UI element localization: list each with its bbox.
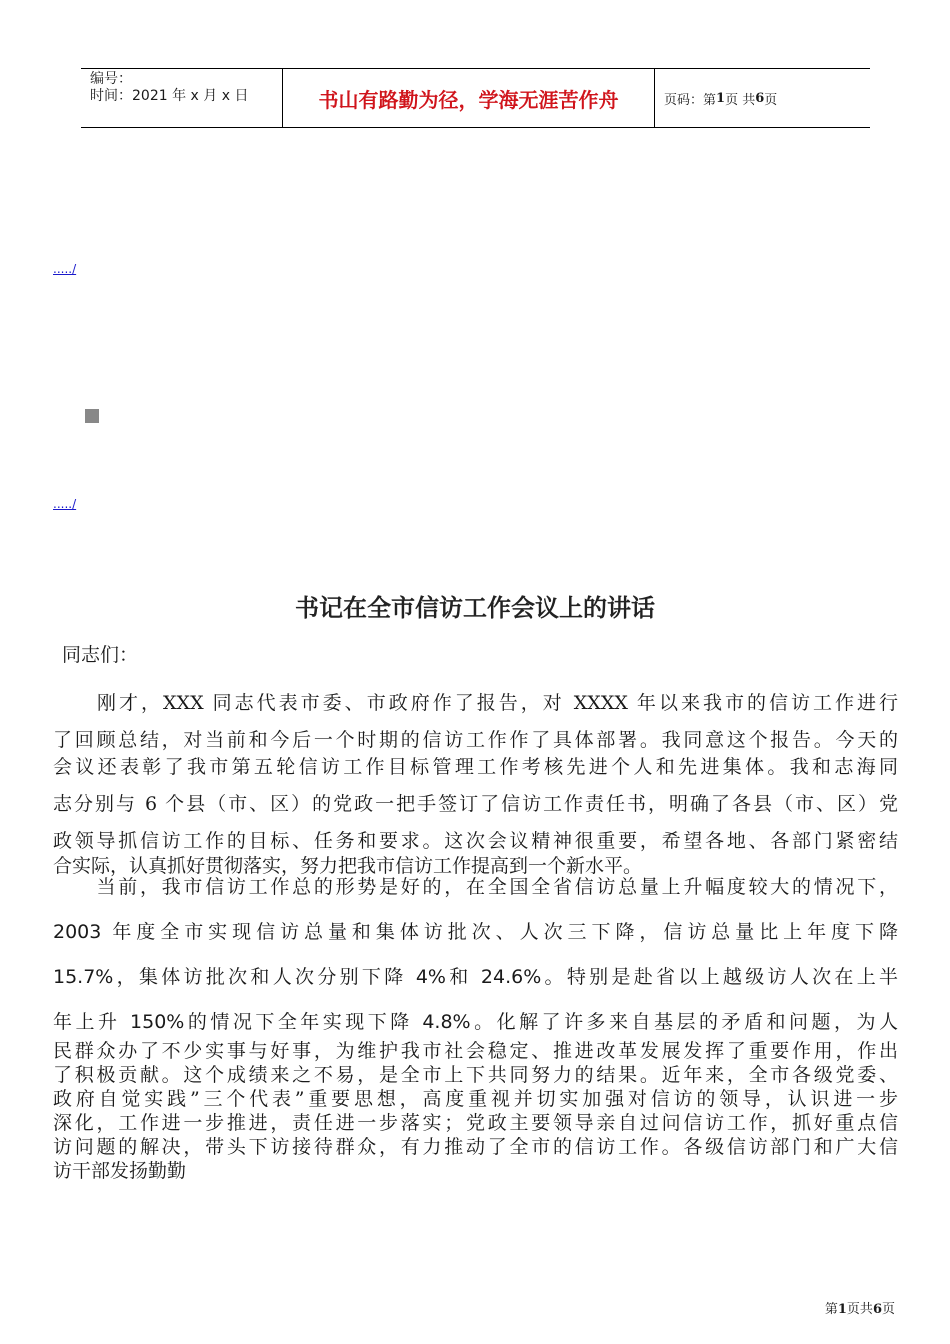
p2-line: 当前，我市信访工作总的形势是好的，在全国全省信访总量上升幅度较大的情况下，	[53, 876, 898, 898]
p1-line: 了回顾总结，对当前和今后一个时期的信访工作作了具体部署。我同意这个报告。今天的	[53, 729, 898, 751]
document-title: 书记在全市信访工作会议上的讲话	[295, 594, 655, 622]
page-suffix: 页	[764, 92, 778, 108]
page-current: 1	[716, 90, 726, 106]
p2-line: 访问题的解决，带头下访接待群众，有力推动了全市的信访工作。各级信访部门和广大信	[53, 1136, 898, 1158]
footer-mid: 页共	[846, 1302, 873, 1317]
salutation: 同志们：	[62, 644, 139, 666]
header-meta	[81, 69, 282, 127]
p1-line: 刚才，XXX 同志代表市委、市政府作了报告，对 XXXX 年以来我市的信访工作进行	[53, 692, 898, 714]
footer-current: 1	[837, 1302, 847, 1317]
p1-line: 志分别与 6 个县（市、区）的党政一把手签订了信访工作责任书，明确了各县（市、区）党	[53, 793, 898, 815]
p2-line: 15.7%，集体访批次和人次分别下降 4%和 24.6%。特别是赴省以上越级访人次在上半	[53, 966, 898, 988]
header-table	[81, 68, 870, 128]
p2-line: 政府自觉实践”三个代表”重要思想，高度重视并切实加强对信访的领导，认识进一步	[53, 1088, 898, 1110]
p2-line: 深化，工作进一步推进，责任进一步落实；党政主要领导亲自过问信访工作，抓好重点信	[53, 1112, 898, 1134]
footer-total: 6	[872, 1302, 882, 1317]
page-mid: 页 共	[725, 92, 756, 108]
image-placeholder-icon	[85, 409, 99, 423]
p2-line: 了积极贡献。这个成绩来之不易，是全市上下共同努力的结果。近年来，全市各级党委、	[53, 1064, 898, 1086]
p1-line: 会议还表彰了我市第五轮信访工作目标管理工作考核先进个人和先进集体。我和志海同	[53, 756, 898, 778]
paragraph-1	[53, 692, 898, 878]
p2-line: 年上升 150%的情况下全年实现下降 4.8%。化解了许多来自基层的矛盾和问题，为人	[53, 1011, 898, 1033]
link-2[interactable]: ...../	[53, 497, 77, 511]
p1-line: 合实际，认真抓好贯彻落实，努力把我市信访工作提高到一个新水平。	[53, 855, 643, 877]
footer-suffix: 页	[881, 1302, 895, 1317]
page-total: 6	[755, 90, 765, 106]
p2-line: 2003 年度全市实现信访总量和集体访批次、人次三下降，信访总量比上年度下降	[53, 921, 898, 943]
number-label: 编号：	[90, 71, 132, 87]
p2-line: 民群众办了不少实事与好事，为维护我市社会稳定、推进改革发展发挥了重要作用，作出	[53, 1040, 898, 1062]
time-label: 时间：2021 年 x 月 x 日	[90, 88, 249, 104]
page-indicator	[655, 69, 870, 127]
paragraph-2	[53, 876, 898, 1183]
footer-prefix: 第	[824, 1302, 838, 1317]
page-prefix: 页码：第	[664, 92, 717, 108]
p2-line: 访干部发扬勤勤	[53, 1160, 187, 1182]
page-footer	[825, 1298, 895, 1317]
p1-line: 政领导抓信访工作的目标、任务和要求。这次会议精神很重要，希望各地、各部门紧密结	[53, 830, 898, 852]
link-1[interactable]: ...../	[53, 262, 77, 276]
motto: 书山有路勤为径，学海无涯苦作舟	[282, 69, 655, 127]
